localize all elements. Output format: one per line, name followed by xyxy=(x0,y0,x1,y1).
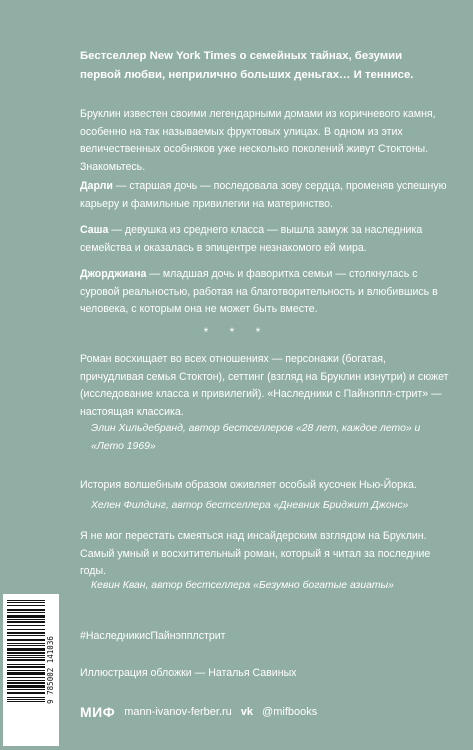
barcode-bar xyxy=(7,689,45,690)
barcode-bar xyxy=(7,666,45,668)
review-3-author: Кевин Кван, автор бестселлера «Безумно богатые азиаты» xyxy=(91,580,394,591)
publisher-logo: МИФ xyxy=(80,704,116,720)
barcode-bar xyxy=(7,643,45,644)
barcode-bar xyxy=(7,699,45,700)
character-desc: — младшая дочь и фаворитка семьи — столкнулась с суровой реальностью, работая на благотворительность и влюбившись в человека, с которым она не может быть вместе. xyxy=(80,268,438,316)
lead-blurb: Бестселлер New York Times о семейных тайнах, безумии первой любви, неприлично больших деньгах… И теннисе. xyxy=(80,50,414,81)
social-handle: @mifbooks xyxy=(262,706,318,718)
barcode-bar xyxy=(7,682,45,684)
barcode-bar xyxy=(7,602,45,603)
section-separator: * * * xyxy=(203,325,270,339)
barcode-bar xyxy=(7,648,45,651)
barcode-bar xyxy=(7,645,45,646)
barcode-bar xyxy=(7,609,45,611)
character-name: Саша xyxy=(80,224,109,236)
barcode-bar xyxy=(7,657,45,658)
publisher-footer xyxy=(80,704,317,720)
barcode-bar xyxy=(7,652,45,654)
barcode-bar xyxy=(7,639,45,641)
barcode-bar xyxy=(7,685,45,688)
review-2-author: Хелен Филдинг, автор бестселлера «Дневник Бриджит Джонс» xyxy=(91,500,409,511)
barcode-bar xyxy=(7,600,45,601)
review-3-text: Я не мог перестать смеяться над инсайдерским взглядом на Бруклин. Самый умный и восхитительный роман, который я читал за последние годы. xyxy=(80,530,431,578)
barcode-bar xyxy=(7,619,45,620)
character-desc: — девушка из среднего класса — вышла замуж за наследника семейства и оказалась в эпицентре незнакомого ей мира. xyxy=(80,224,423,254)
barcode-bar xyxy=(7,659,45,661)
publisher-site: mann-ivanov-ferber.ru xyxy=(124,706,232,718)
hashtag: #НаследникисПайнэпплстрит xyxy=(80,630,226,642)
barcode-bar xyxy=(7,670,45,671)
barcode-bar xyxy=(7,664,45,665)
character-desc: — старшая дочь — последовала зову сердца, променяв успешную карьеру и фамильные привилегии на материнство. xyxy=(80,180,447,210)
barcode-bar xyxy=(7,629,45,630)
review-1-author: Элин Хильдебранд, автор бестселлеров «28 лет, каждое лето» и «Лето 1969» xyxy=(91,423,421,452)
barcode-bar xyxy=(7,672,45,675)
barcode-bar xyxy=(7,632,45,634)
intro-paragraph: Бруклин известен своими легендарными домами из коричневого камня, особенно на так называемых фруктовых улицах. В одном из этих величественных особняков уже несколько поколений живут Стоктоны. Знакомьтесь. xyxy=(80,108,436,173)
character-name: Джорджиана xyxy=(80,268,147,280)
character-darli xyxy=(80,178,452,213)
character-sasha xyxy=(80,222,452,257)
illustration-credit: Иллюстрация обложки — Наталья Савиных xyxy=(80,667,297,679)
barcode-bar xyxy=(7,680,45,681)
barcode-bar xyxy=(7,625,45,626)
barcode-bar xyxy=(7,612,45,613)
barcode-bar xyxy=(7,605,45,606)
barcode-bar xyxy=(7,677,45,678)
barcode-bar xyxy=(7,621,45,623)
barcode-bar xyxy=(7,615,45,618)
barcode-number: 9 785002 141036 xyxy=(46,636,55,704)
vk-icon: vk xyxy=(240,706,254,718)
character-name: Дарли xyxy=(80,180,113,192)
review-1-text: Роман восхищает во всех отношениях — персонажи (богатая, причудливая семья Стоктон), сеттинг (взгляд на Бруклин изнутри) и сюжет (исследование класса и привилегий). «Наследники с Пайнэппл-стрит» — настоящая классика. xyxy=(80,353,449,418)
review-2-text: История волшебным образом оживляет особый кусочек Нью-Йорка. xyxy=(80,479,417,491)
barcode-bar xyxy=(7,635,45,636)
barcode-bar xyxy=(7,655,45,656)
barcode-bar xyxy=(7,701,45,702)
barcode-bar xyxy=(7,692,45,694)
barcode-graphic xyxy=(3,594,59,746)
barcode-bar xyxy=(7,697,45,698)
character-georgiana xyxy=(80,266,452,319)
isbn-barcode xyxy=(3,594,59,746)
